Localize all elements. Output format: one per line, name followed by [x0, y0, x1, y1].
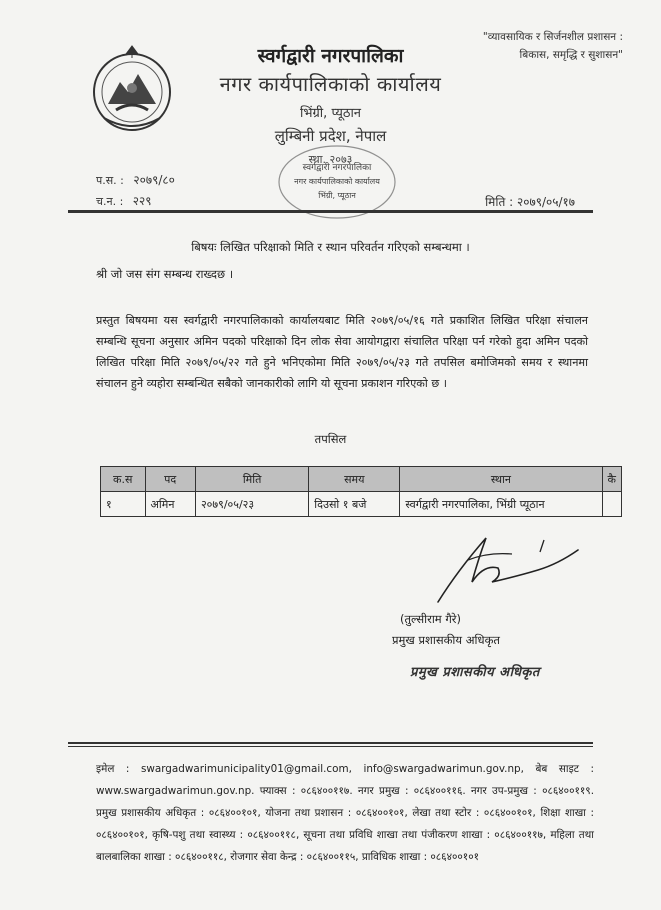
motto-line-1: "व्यावसायिक र सिर्जनशील प्रशासन : — [482, 31, 623, 43]
col-venue: स्थान — [400, 467, 602, 492]
seal-line-2: नगर कार्यपालिकाको कार्यालय — [294, 177, 380, 186]
date-label: मिति : — [485, 195, 514, 209]
reference-cn — [96, 192, 152, 209]
footer-contacts: इमेल : swargadwarimunicipality01@gmail.com, info@swargadwarimun.gov.np, बेब साइट : www.swargadwarimun.gov.np. फ्याक्स : ०८६४००११७. नगर प्रमुख : ०८६४००११६. नगर उप-प्रमुख : ०८६४००११९. प्रमुख प्रशासकीय अधिकृत : ०८६४००१०१, योजना तथा प्रशासन : ०८६४००१०१, लेखा तथा स्टोर : ०८६४००१०१, शिक्षा शाखा : ०८६४००१०१, कृषि-पशु तथा स्वास्थ्य : ०८६४००११८, सूचना तथा प्रविधि शाखा तथा पंजीकरण शाखा : ०८६४००११७, महिला तथा बालबालिका शाखा : ०८६४००११८, रोजगार सेवा केन्द्र : ०८६४००११५, प्राविधिक शाखा : ०८६४००१०१ — [96, 763, 594, 863]
table-row — [101, 492, 622, 517]
cn-label: च.न. : — [96, 195, 124, 208]
header-divider — [68, 210, 593, 213]
letter-paragraph: प्रस्तुत बिषयमा यस स्वर्गद्वारी नगरपालिकाको कार्यालयबाट मिति २०७९/०५/१६ गते प्रकाशित लिखित परिक्षा संचालन सम्बन्धि सूचना अनुसार अमिन पदको परिक्षाको दिन लोक सेवा आयोगद्वारा संचालित परिक्षा पर्न गरेको हुदा अमिन पदको लिखित परिक्षा मिति २०७९/०५/२२ गते हुने भनिएकोमा मिति २०७९/०५/२३ गते तपसिल बमोजिमको समय र स्थानमा संचालन हुने व्यहोरा सम्बन्धित सबैको जानकारीको लागि यो सूचना प्रकाशन गरिएको छ । — [96, 314, 588, 390]
ps-label: प.स. : — [96, 174, 124, 187]
col-remarks: कै — [602, 467, 621, 492]
col-date: मिति — [195, 467, 308, 492]
signer-name: (तुल्सीराम गैरे) — [400, 612, 461, 626]
schedule-heading: तपसिल — [314, 432, 347, 446]
footer-divider-bottom — [68, 746, 593, 747]
cell-remarks — [602, 492, 621, 517]
date-value: २०७९/०५/१७ — [516, 195, 575, 209]
col-time: समय — [309, 467, 400, 492]
cell-serial: १ — [101, 492, 146, 517]
letter-subject: बिषयः लिखित परिक्षाको मिति र स्थान परिवर्तन गरिएको सम्बन्धमा । — [191, 240, 470, 254]
office-location: भिंग्री, प्यूठान — [299, 106, 362, 121]
signer-title: प्रमुख प्रशासकीय अधिकृत — [392, 633, 500, 647]
office-name: नगर कार्यपालिकाको कार्यालय — [219, 72, 442, 96]
signer-title-stamp: प्रमुख प्रशासकीय अधिकृत — [410, 665, 540, 680]
handwritten-signature — [428, 530, 588, 608]
col-post: पद — [145, 467, 195, 492]
cn-value: २२९ — [132, 194, 152, 208]
table-header-row — [101, 467, 622, 492]
letter-salutation: श्री जो जस संग सम्बन्ध राख्दछ । — [96, 267, 234, 281]
reference-ps — [96, 171, 175, 188]
ps-value: २०७९/८० — [133, 173, 175, 187]
cell-post: अमिन — [145, 492, 195, 517]
col-serial: क.स — [101, 467, 146, 492]
province-name: लुम्बिनी प्रदेश, नेपाल — [274, 127, 387, 145]
footer-divider-top — [68, 742, 593, 744]
municipality-name: स्वर्गद्वारी नगरपालिका — [257, 45, 404, 67]
seal-line-3: भिंग्री, प्यूठान — [318, 191, 356, 200]
cell-date: २०७९/०५/२३ — [195, 492, 308, 517]
cell-time: दिउसो १ बजे — [309, 492, 400, 517]
motto-line-2: बिकास, समृद्धि र सुशासन" — [519, 49, 623, 61]
seal-line-1: स्वर्गद्वारी नगरपालिका — [302, 163, 372, 173]
schedule-table — [100, 466, 622, 517]
established-year: स्था. २०७३ — [308, 153, 353, 166]
cell-venue: स्वर्गद्वारी नगरपालिका, भिंग्री प्यूठान — [400, 492, 602, 517]
letter-date — [485, 193, 575, 210]
